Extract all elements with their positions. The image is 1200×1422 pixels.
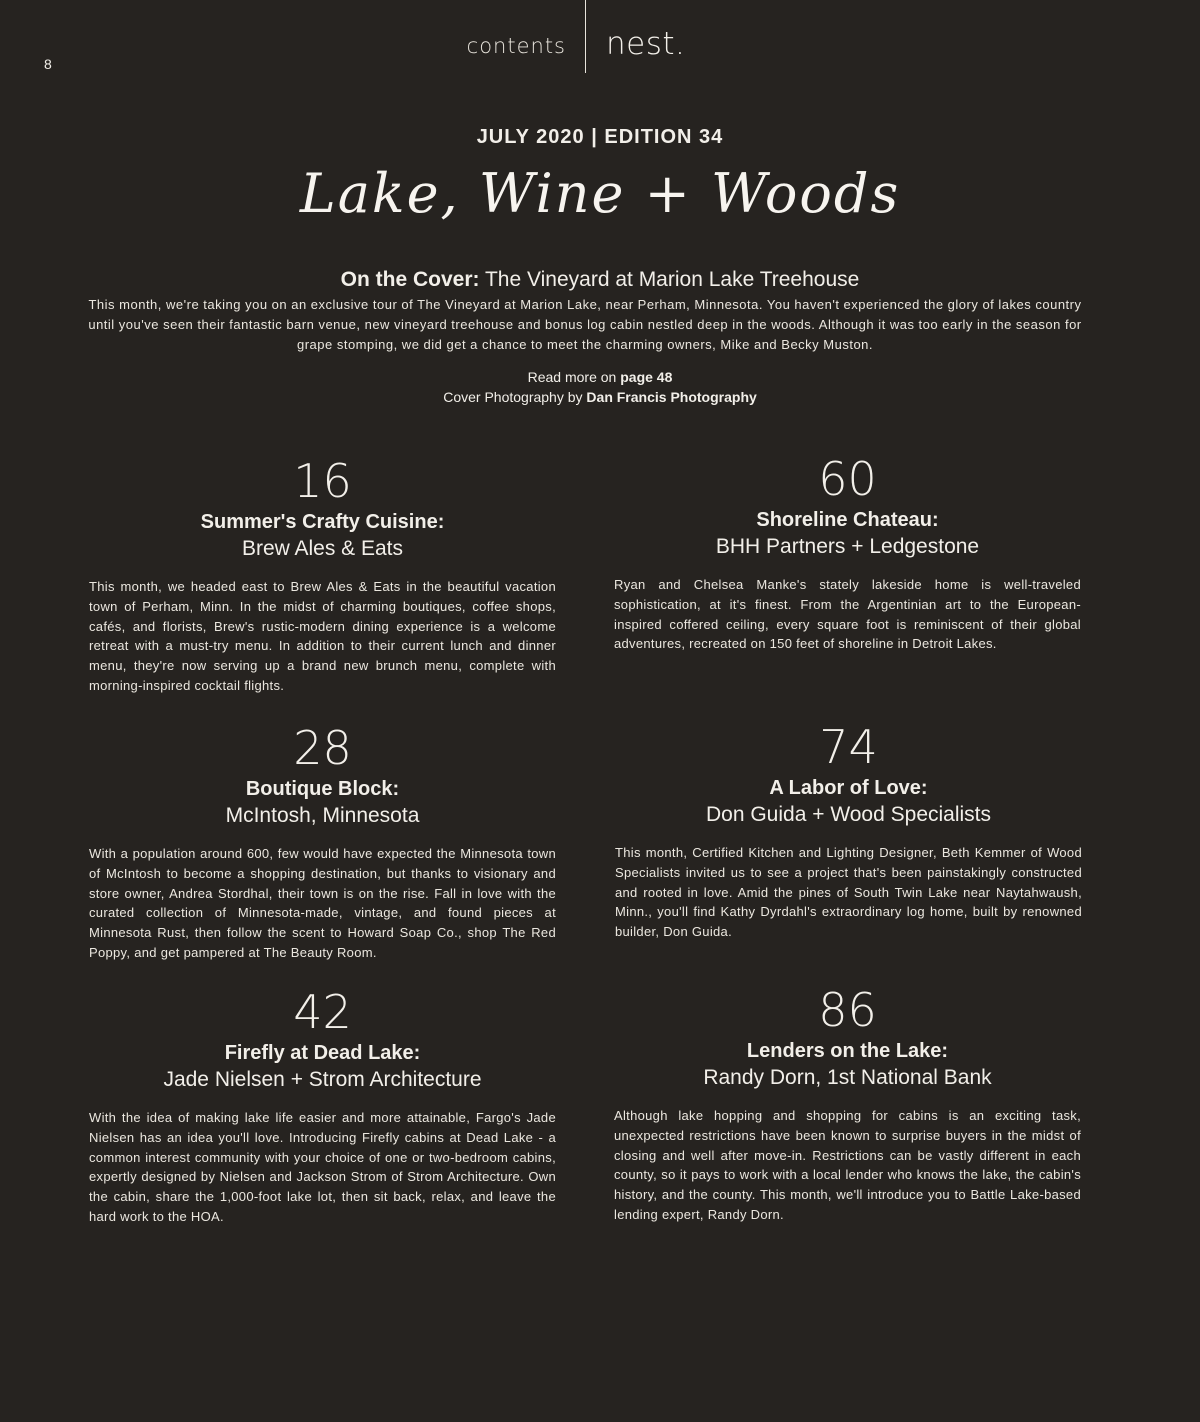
article-body: With the idea of making lake life easier and more attainable, Fargo's Jade Nielsen has an idea you'll love. Introducing Firefly cabins at Dead Lake - a common interest community with your choice of one or two-bedroom cabins, expertly designed by Nielsen and Jackson Strom of Strom Architecture. Own the cabin, share the 1,000-foot lake lot, then sit back, relax, and leave the hard work to the HOA. [89,1110,556,1224]
article-subtitle: Brew Ales & Eats [241,537,404,560]
article-card[interactable] [89,987,556,1227]
cover-description: This month, we're taking you on an exclusive tour of The Vineyard at Marion Lake, near Perham, Minnesota. You haven't experienced the glory of lakes country until you've seen their fantastic barn venue, new vineyard treehouse and bonus log cabin nestled deep in the woods. Although it was too early in the season for grape stomping, we did get a chance to meet the charming owners, Mike and Becky Muston. [88,297,1082,352]
edition-line: JULY 2020 | EDITION 34 [476,126,724,148]
section-label: contents [466,34,566,58]
page-number: 8 [44,56,52,72]
article-body: With a population around 600, few would have expected the Minnesota town of McIntosh to become a shopping destination, but thanks to visionary and store owner, Andrea Stordhal, their town is on the rise. Fall in love with the curated collection of Minnesota-made, vintage, and found pieces at Minnesota Rust, then follow the scent to Howard Soap Co., shop The Red Poppy, and get pampered at The Beauty Room. [89,846,556,960]
article-subtitle: Jade Nielsen + Strom Architecture [163,1068,482,1091]
article-page-number: 60 [818,452,877,506]
article-title: Boutique Block: [245,778,400,800]
article-title: A Labor of Love: [769,777,928,799]
article-card[interactable] [89,456,556,696]
article-body: This month, Certified Kitchen and Lighting Designer, Beth Kemmer of Wood Specialists invited us to see a project that's been painstakingly constructed and rooted in love. Amid the pines of South Twin Lake near Naytahwaush, Minn., you'll find Kathy Dyrdahl's extraordinary log home, built by renowned builder, Don Guida. [615,845,1082,940]
article-title: Firefly at Dead Lake: [224,1042,421,1064]
article-subtitle: McIntosh, Minnesota [225,804,420,827]
read-more-prefix: Read more on [527,369,617,385]
article-title: Lenders on the Lake: [746,1040,949,1062]
article-title: Shoreline Chateau: [756,509,939,531]
article-page-number: 42 [293,985,352,1039]
cover-heading [0,268,1200,292]
article-card[interactable] [89,723,556,963]
article-page-number: 16 [293,454,352,508]
brand-logo: nest. [606,26,686,62]
credit-name: Dan Francis Photography [586,389,757,405]
credit-prefix: Cover Photography by [443,389,583,405]
article-body: Although lake hopping and shopping for cabins is an exciting task, unexpected restrictions have been known to surprise buyers in the midst of closing and well after move-in. Restrictions can be vastly different in each county, so it pays to work with a local lender who knows the lake, the cabin's history, and the county. This month, we'll introduce you to Battle Lake-based lending expert, Randy Dorn. [614,1108,1081,1222]
article-title: Summer's Crafty Cuisine: [200,511,445,533]
article-page-number: 28 [293,721,352,775]
article-body: Ryan and Chelsea Manke's stately lakeside home is well-traveled sophistication, at it's finest. From the Argentinian art to the European-inspired coffered ceiling, every square foot is reminiscent of their global adventures, recreated on 150 feet of shoreline in Detroit Lakes. [614,577,1081,652]
issue-title: Lake, Wine + Woods [299,162,901,225]
cover-label: On the Cover: [340,268,480,291]
read-more-page-link[interactable]: page 48 [620,369,673,385]
article-subtitle: Randy Dorn, 1st National Bank [703,1066,992,1089]
header-divider [585,0,586,73]
article-page-number: 86 [818,983,877,1037]
article-card[interactable] [614,985,1081,1225]
read-more-line [0,369,1200,385]
cover-title: The Vineyard at Marion Lake Treehouse [484,268,860,291]
article-page-number: 74 [819,720,878,774]
cover-credit [0,389,1200,405]
article-card[interactable] [614,454,1081,654]
article-subtitle: BHH Partners + Ledgestone [715,535,980,558]
article-subtitle: Don Guida + Wood Specialists [705,803,992,826]
article-card[interactable] [615,722,1082,942]
article-body: This month, we headed east to Brew Ales & Eats in the beautiful vacation town of Perham, Minn. In the midst of charming boutiques, coffee shops, cafés, and florists, Brew's rustic-modern dining experience is a welcome retreat with a must-try menu. In addition to their current lunch and dinner menu, they're now serving up a brand new brunch menu, complete with morning-inspired cocktail flights. [89,579,556,693]
